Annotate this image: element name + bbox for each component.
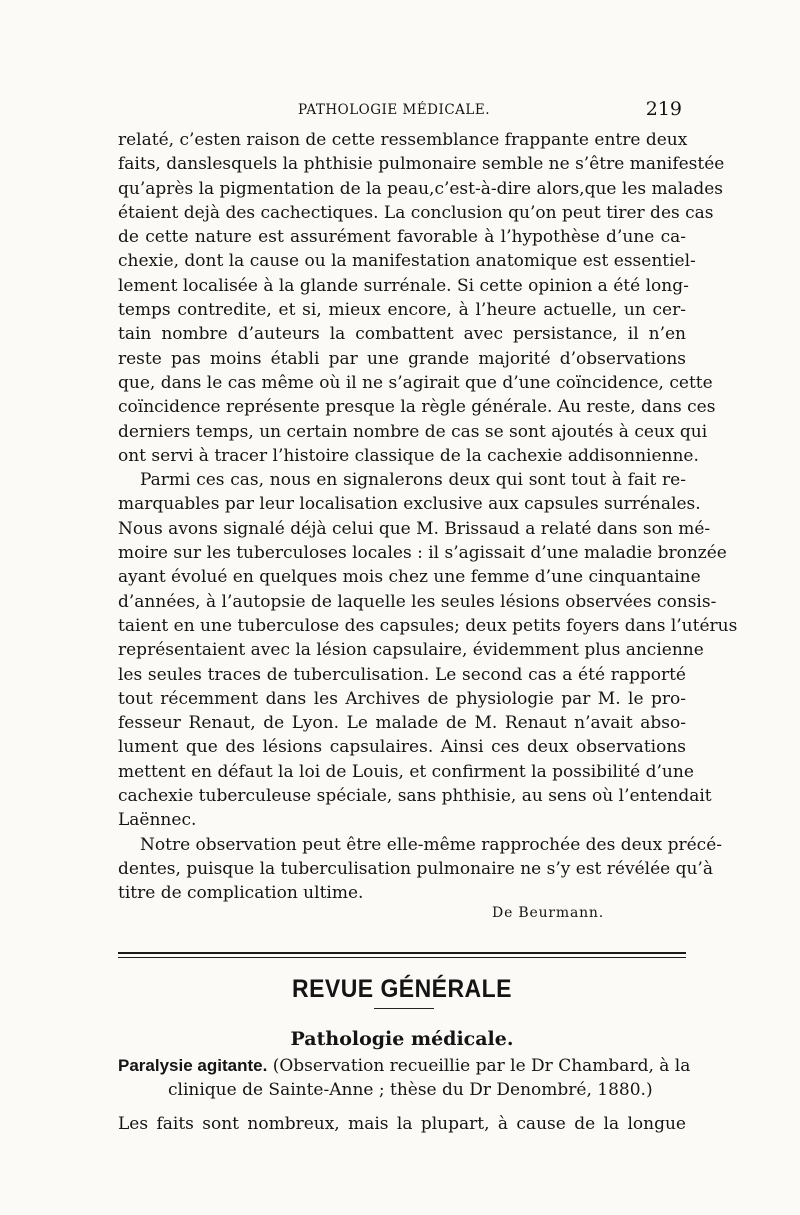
text-line: que, dans le cas même où il ne s’agirait que d’une coïncidence, cette (118, 372, 713, 393)
entry-line-2: clinique de Sainte-Anne ; thèse du Dr Denombré, 1880.) (168, 1080, 653, 1100)
section-title: REVUE GÉNÉRALE (292, 975, 512, 1003)
text-line: tain nombre d’auteurs la combattent avec persistance, il n’en (118, 324, 686, 345)
entry-title: Paralysie agitante. (118, 1056, 268, 1075)
paragraph-3 (118, 833, 723, 906)
text-line: faits, danslesquels la phthisie pulmonaire semble ne s’être manifestée (118, 154, 725, 175)
text-line: représentaient avec la lésion capsulaire, évidemment plus ancienne (118, 640, 704, 661)
running-title: PATHOLOGIE MÉDICALE. (298, 102, 491, 118)
text-line: chexie, dont la cause ou la manifestation anatomique est essentiel- (118, 251, 696, 272)
text-line: temps contredite, et si, mieux encore, à l’heure actuelle, un cer- (118, 300, 686, 321)
text-line: lument que des lésions capsulaires. Ainsi ces deux observations (118, 737, 686, 758)
text-line: relaté, c’esten raison de cette ressemblance frappante entre deux (118, 130, 688, 150)
text-line: d’années, à l’autopsie de laquelle les seules lésions observées consis- (118, 591, 717, 612)
text-line: marquables par leur localisation exclusive aux capsules surrénales. (118, 494, 701, 515)
text-line: Nous avons signalé déjà celui que M. Brissaud a relaté dans son mé- (118, 518, 711, 539)
text-line: mettent en défaut la loi de Louis, et confirment la possibilité d’une (118, 761, 694, 782)
author-signature: De Beurmann. (492, 904, 604, 921)
text-line: cachexie tuberculeuse spéciale, sans phthisie, au sens où l’entendait (118, 786, 712, 807)
review-entry (118, 1054, 691, 1136)
section-rule-top (118, 952, 686, 954)
text-line: Parmi ces cas, nous en signalerons deux qui sont tout à fait re- (140, 470, 686, 491)
text-line: ayant évolué en quelques mois chez une femme d’une cinquantaine (118, 567, 701, 588)
text-line: coïncidence représente presque la règle générale. Au reste, dans ces (118, 397, 716, 418)
text-line: de cette nature est assurément favorable à l’hypothèse d’une ca- (118, 227, 686, 248)
text-line: moire sur les tuberculoses locales : il s’agissait d’une maladie bronzée (118, 543, 727, 564)
running-head (118, 98, 684, 122)
text-line: qu’après la pigmentation de la peau,c’est-à-dire alors,que les malades (118, 178, 724, 199)
page-number: 219 (645, 98, 682, 120)
text-line: dentes, puisque la tuberculisation pulmonaire ne s’y est révélée qu’à (118, 858, 713, 879)
entry-line-3: Les faits sont nombreux, mais la plupart, à cause de la longue (118, 1114, 686, 1134)
text-line: fesseur Renaut, de Lyon. Le malade de M. Renaut n’avait abso- (118, 713, 686, 734)
text-line: derniers temps, un certain nombre de cas se sont ajoutés à ceux qui (118, 421, 708, 442)
paragraph-2 (118, 468, 738, 832)
text-line: ont servi à tracer l’histoire classique de la cachexie addisonnienne. (118, 445, 699, 466)
entry-citation: (Observation recueillie par le Dr Chambard, à la (267, 1056, 691, 1076)
subsection-title: Pathologie médicale. (290, 1028, 514, 1050)
text-line: titre de complication ultime. (118, 883, 364, 904)
text-line: tout récemment dans les Archives de physiologie par M. le pro- (118, 688, 686, 709)
body-text (118, 128, 738, 924)
text-line: lement localisée à la glande surrénale. Si cette opinion a été long- (118, 275, 689, 296)
text-line: reste pas moins établi par une grande majorité d’observations (118, 348, 686, 369)
title-underline (374, 1008, 434, 1009)
text-line: Laënnec. (118, 810, 197, 831)
text-line: les seules traces de tuberculisation. Le second cas a été rapporté (118, 664, 686, 685)
text-line: Notre observation peut être elle-même rapprochée des deux précé- (140, 834, 723, 855)
entry-line-1 (118, 1054, 691, 1078)
paragraph-1 (118, 128, 725, 468)
section-rule-bottom (118, 957, 686, 958)
text-line: étaient dejà des cachectiques. La conclusion qu’on peut tirer des cas (118, 202, 714, 223)
text-line: taient en une tuberculose des capsules; deux petits foyers dans l’utérus (118, 615, 738, 636)
